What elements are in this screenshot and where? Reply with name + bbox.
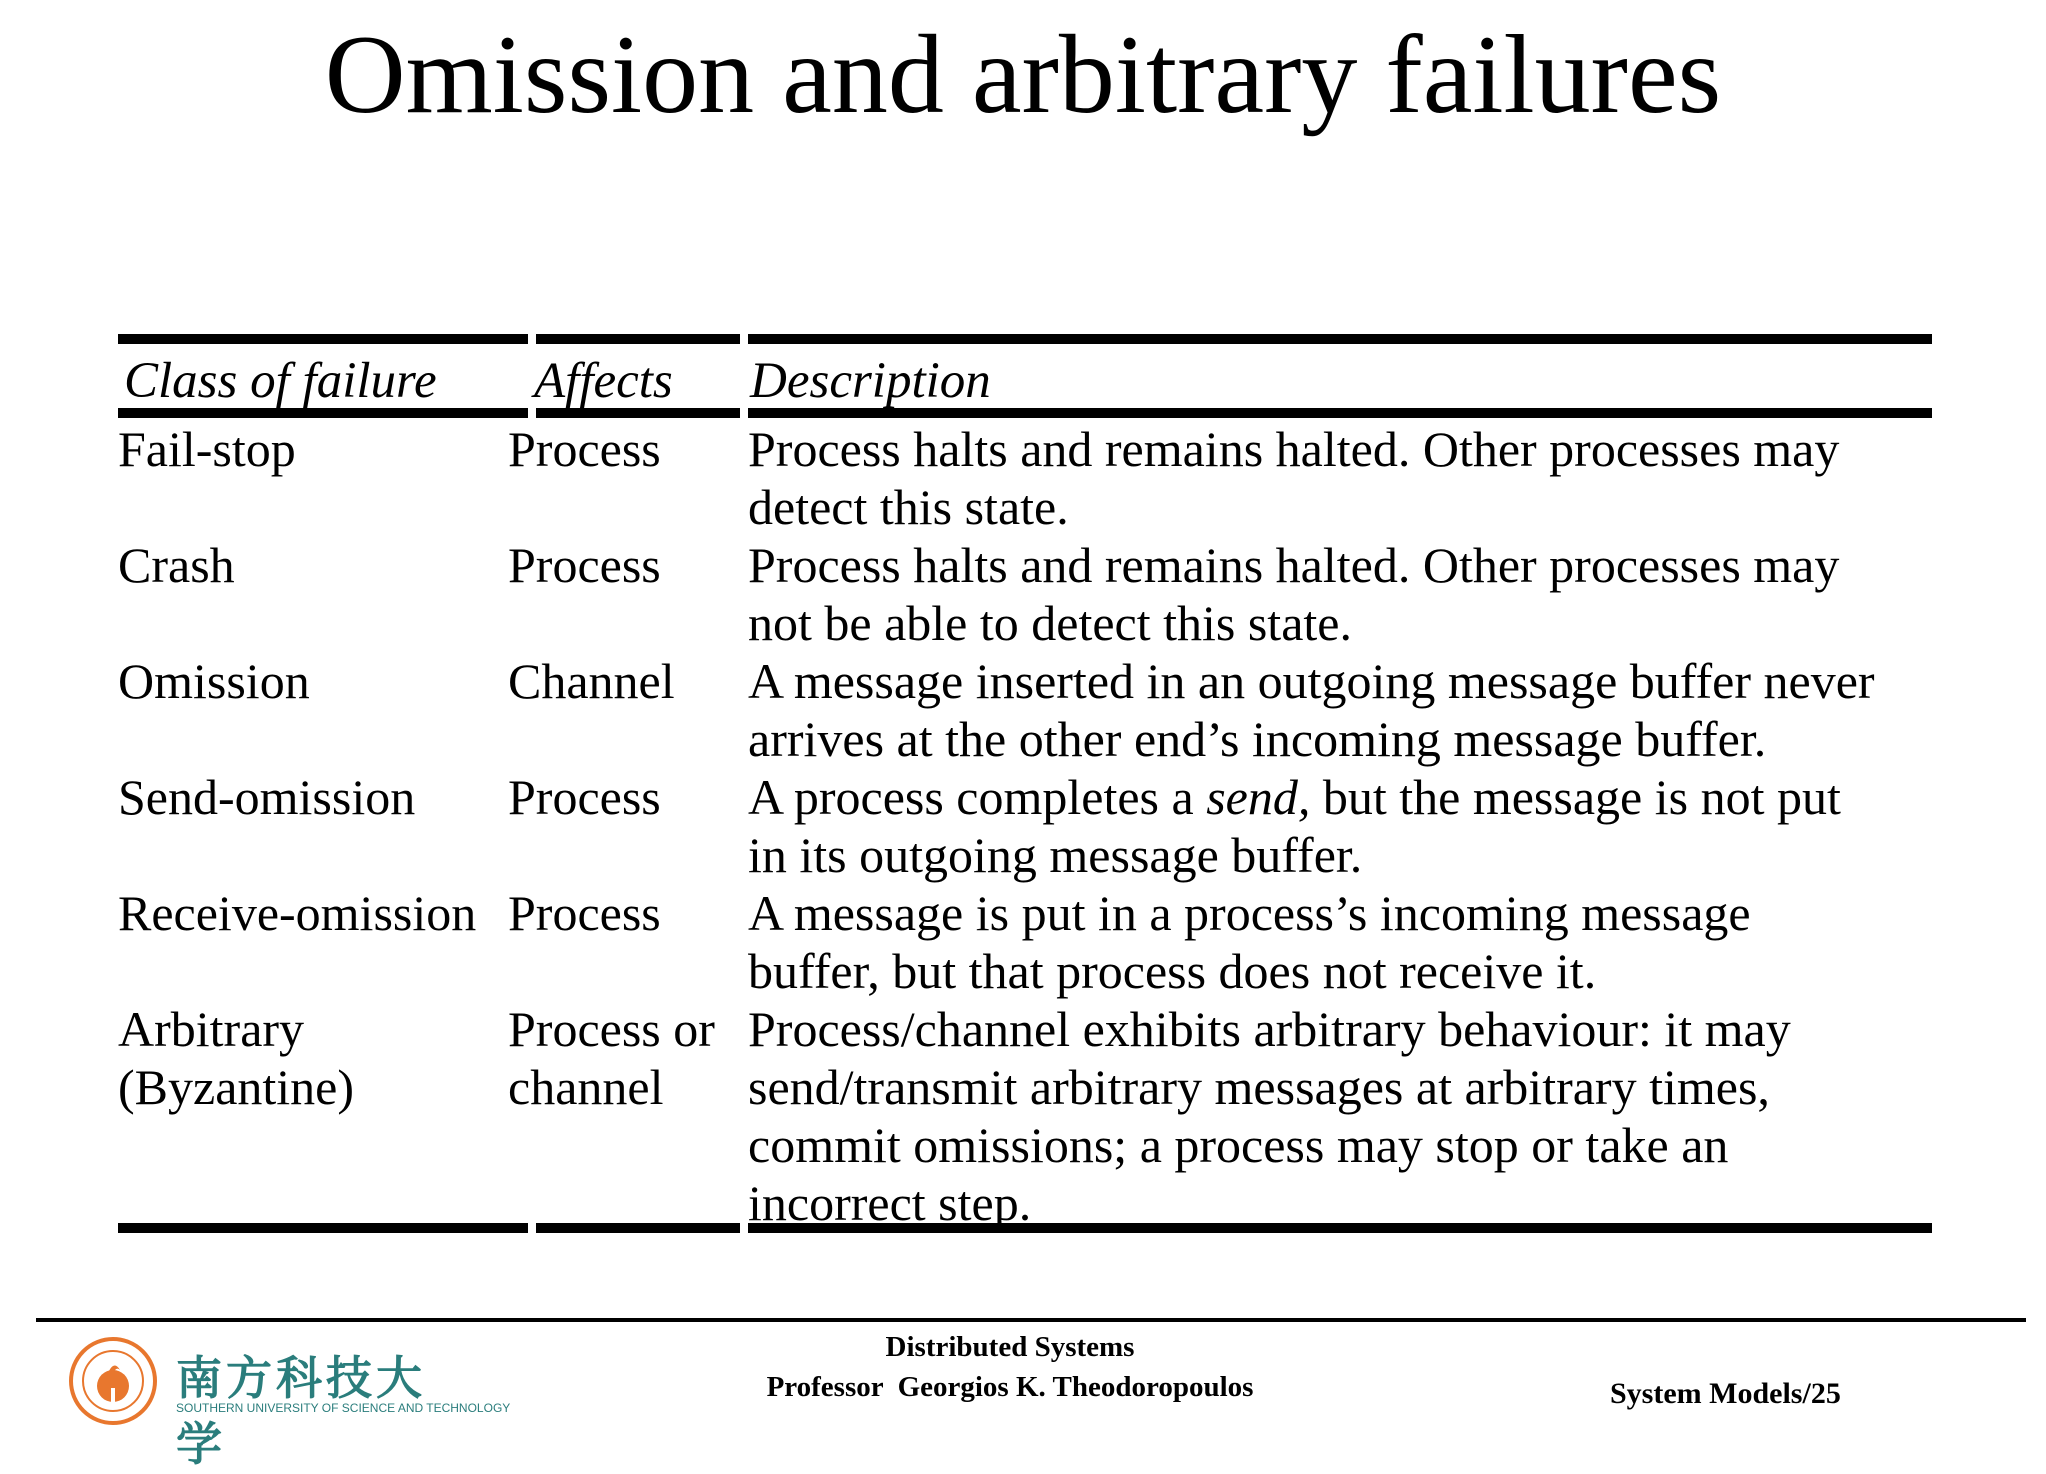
- logo-english-name: SOUTHERN UNIVERSITY OF SCIENCE AND TECHNOLOGY: [176, 1401, 511, 1415]
- failure-class-cell: Arbitrary: [118, 1001, 305, 1057]
- description-text: but the message is not put: [1310, 769, 1841, 825]
- description-line: Process halts and remains halted. Other processes may: [748, 537, 1840, 593]
- description-line: incorrect step.: [748, 1175, 1032, 1231]
- description-line: detect this state.: [748, 479, 1069, 535]
- failure-class-cell: (Byzantine): [118, 1059, 355, 1115]
- header-affects: Affects: [534, 353, 673, 409]
- description-line: [748, 768, 1841, 826]
- header-class-of-failure: Class of failure: [124, 353, 437, 409]
- affects-cell: Process: [508, 769, 661, 825]
- university-logo: [68, 1336, 511, 1471]
- failure-class-cell: Fail-stop: [118, 421, 296, 477]
- affects-cell: Process: [508, 537, 661, 593]
- affects-cell: channel: [508, 1059, 664, 1115]
- description-line: arrives at the other end’s incoming message buffer.: [748, 711, 1767, 767]
- university-seal-icon: [68, 1336, 158, 1426]
- description-line: A message is put in a process’s incoming message: [748, 885, 1751, 941]
- description-line: Process halts and remains halted. Other processes may: [748, 421, 1840, 477]
- affects-cell: Process: [508, 885, 661, 941]
- description-line: Process/channel exhibits arbitrary behaviour: it may: [748, 1001, 1791, 1057]
- failure-class-cell: Receive-omission: [118, 885, 477, 941]
- description-text: A process completes a: [748, 769, 1207, 825]
- affects-cell: Process or: [508, 1001, 715, 1057]
- description-line: buffer, but that process does not receive it.: [748, 943, 1597, 999]
- description-line: A message inserted in an outgoing message buffer never: [748, 653, 1875, 709]
- course-title: Distributed Systems: [885, 1331, 1135, 1363]
- description-line: in its outgoing message buffer.: [748, 827, 1363, 883]
- professor-name: Professor Georgios K. Theodoropoulos: [766, 1371, 1254, 1403]
- affects-cell: Channel: [508, 653, 675, 709]
- logo-chinese-name: 南方科技大学: [176, 1351, 426, 1471]
- page-label: System Models/25: [1610, 1377, 1841, 1410]
- description-line: commit omissions; a process may stop or take an: [748, 1117, 1729, 1173]
- failure-class-cell: Send-omission: [118, 769, 416, 825]
- affects-cell: Process: [508, 421, 661, 477]
- description-line: not be able to detect this state.: [748, 595, 1352, 651]
- description-line: send/transmit arbitrary messages at arbitrary times,: [748, 1059, 1770, 1115]
- send-emphasis: send,: [1206, 769, 1311, 825]
- header-description: Description: [750, 353, 991, 409]
- slide-title: Omission and arbitrary failures: [324, 13, 1722, 137]
- failure-class-cell: Crash: [118, 537, 235, 593]
- footer-divider: [36, 1318, 2026, 1322]
- failure-class-cell: Omission: [118, 653, 310, 709]
- footer-course-info: [740, 1327, 1280, 1407]
